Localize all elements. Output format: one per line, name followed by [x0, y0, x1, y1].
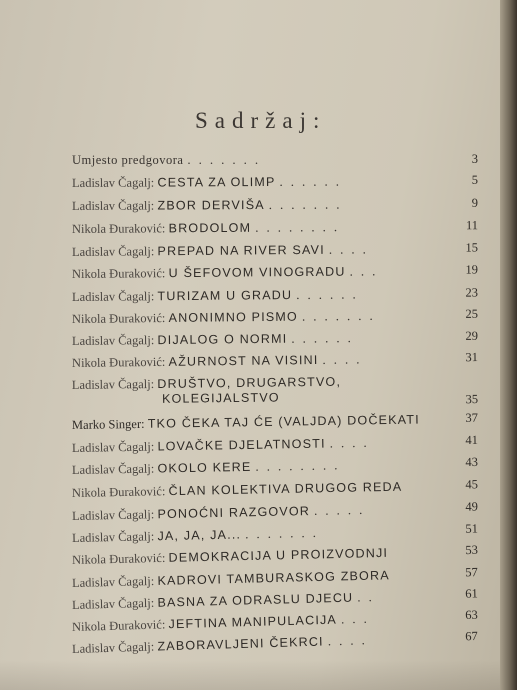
- toc-entry: [72, 350, 478, 373]
- leader-dots: ......: [291, 329, 359, 346]
- toc-entry: [72, 455, 478, 480]
- entry-page: 53: [465, 542, 479, 558]
- leader-dots: ........: [255, 457, 346, 474]
- entry-title: ANONIMNO PISMO: [168, 309, 299, 325]
- leader-dots: .......: [301, 307, 381, 324]
- entry-author: Ladislav Čagalj:: [71, 573, 155, 590]
- entry-page: 67: [465, 628, 478, 644]
- entry-page: 9: [471, 195, 479, 210]
- entry-page: 11: [465, 218, 479, 233]
- entry-author: Nikola Đuraković:: [71, 266, 166, 281]
- entry-author: Ladislav Čagalj:: [71, 461, 155, 477]
- entry-title: PONOĆNI RAZGOVOR: [157, 504, 311, 522]
- toc-entry: [72, 285, 478, 307]
- entry-author: Ladislav Čagalj:: [71, 376, 155, 393]
- entry-title: DIJALOG O NORMI: [157, 331, 288, 348]
- entry-author: Ladislav Čagalj:: [71, 198, 155, 213]
- entry-title: JA, JA, JA...: [157, 527, 242, 544]
- page-edge: [500, 0, 517, 690]
- toc-entry: [72, 196, 478, 216]
- entry-author: Ladislav Čagalj:: [71, 507, 155, 523]
- entry-author: Ladislav Čagalj:: [71, 333, 155, 348]
- toc-entry: [72, 307, 478, 329]
- toc-entry: [72, 372, 478, 417]
- leader-dots: .......: [187, 152, 267, 167]
- entry-page: 19: [465, 262, 479, 277]
- entry-page: 61: [465, 586, 478, 601]
- entry-page: 29: [465, 328, 479, 343]
- entry-author: Ladislav Čagalj:: [71, 175, 155, 190]
- entry-page: 35: [465, 392, 479, 407]
- page-title: Sadržaj:: [195, 108, 327, 133]
- entry-author: Ladislav Čagalj:: [71, 439, 155, 455]
- toc-entry: [72, 262, 478, 284]
- entry-title: PREPAD NA RIVER SAVI: [157, 242, 325, 259]
- entry-page: 5: [471, 172, 479, 187]
- entry-title: ZABORAVLJENI ČEKRCI: [157, 634, 324, 654]
- toc-entry: [72, 477, 478, 503]
- entry-title: LOVAČKE DJELATNOSTI: [157, 436, 326, 454]
- entry-page: 45: [465, 477, 479, 492]
- entry-title: OKOLO KERE: [157, 459, 252, 476]
- leader-dots: ....: [327, 632, 373, 649]
- leader-dots: ....: [328, 241, 374, 257]
- entry-title: DRUŠTVO, DRUGARSTVO,: [157, 374, 342, 391]
- entry-author: Marko Singer:: [71, 416, 145, 432]
- entry-title: KADROVI TAMBURASKOG ZBORA: [157, 568, 390, 588]
- entry-author: Nikola Đuraković:: [71, 484, 166, 500]
- leader-dots: .....: [313, 501, 371, 518]
- entry-title: DEMOKRACIJA U PROIZVODNJI: [168, 545, 389, 565]
- entry-title: JEFTINA MANIPULACIJA: [168, 612, 338, 632]
- page-shadow: [0, 660, 500, 690]
- leader-dots: ....: [322, 351, 368, 367]
- entry-author: Nikola Đuraković:: [71, 550, 166, 567]
- entry-page: 41: [465, 432, 479, 448]
- entry-title: BRODOLOM: [168, 220, 252, 236]
- entry-author: Nikola Đuraković:: [71, 221, 166, 236]
- leader-dots: .......: [244, 524, 325, 542]
- entry-title: AŽURNOST NA VISINI: [168, 352, 319, 369]
- entry-author: Nikola Đuraković:: [71, 354, 166, 370]
- entry-title-line2: KOLEGIJALSTVO: [161, 390, 280, 406]
- leader-dots: ...: [349, 263, 384, 279]
- entry-page: 51: [465, 521, 479, 536]
- entry-page: 25: [465, 306, 479, 321]
- entry-page: 31: [465, 350, 479, 365]
- leader-dots: ..: [357, 588, 380, 605]
- entry-page: 63: [465, 607, 478, 623]
- entry-title: TURIZAM U GRADU: [157, 288, 293, 304]
- entry-page: 43: [465, 454, 479, 470]
- entry-title: BASNA ZA ODRASLU DJECU: [157, 590, 354, 610]
- entry-author: Nikola Đuraković:: [71, 617, 166, 634]
- entry-page: 15: [465, 240, 479, 255]
- entry-title: TKO ČEKA TAJ ĆE (VALJDA) DOČEKATI: [147, 412, 420, 431]
- entry-page: 57: [465, 565, 479, 580]
- entry-author: Ladislav Čagalj:: [71, 244, 155, 259]
- entry-author: Ladislav Čagalj:: [71, 595, 155, 612]
- toc-entry: [72, 152, 478, 170]
- entry-author: Ladislav Čagalj:: [71, 529, 155, 545]
- toc-entry: [72, 329, 478, 351]
- entry-title: U ŠEFOVOM VINOGRADU: [168, 264, 346, 281]
- leader-dots: ...: [340, 610, 375, 627]
- entry-page: 37: [465, 410, 479, 425]
- leader-dots: ........: [255, 219, 346, 235]
- entry-title: CESTA ZA OLIMP: [157, 174, 276, 190]
- entry-page: 3: [471, 152, 478, 166]
- entry-title: ČLAN KOLEKTIVA DRUGOG REDA: [168, 479, 403, 499]
- leader-dots: ......: [296, 286, 364, 303]
- entry-author: Nikola Đuraković:: [71, 311, 166, 326]
- entry-page: 49: [465, 499, 479, 514]
- toc-entry: [72, 240, 478, 262]
- entry-page: 23: [465, 285, 479, 300]
- toc-entry: [72, 218, 478, 239]
- toc-entry: [72, 433, 478, 458]
- entry-title: Umjesto predgovora: [72, 153, 184, 167]
- toc-entry: [72, 173, 478, 193]
- entry-author: Ladislav Čagalj:: [71, 639, 155, 656]
- entry-title: ZBOR DERVIŠA: [157, 197, 265, 213]
- leader-dots: .......: [268, 196, 348, 212]
- leader-dots: ....: [329, 434, 375, 451]
- entry-author: Ladislav Čagalj:: [71, 289, 155, 304]
- leader-dots: ......: [279, 173, 348, 189]
